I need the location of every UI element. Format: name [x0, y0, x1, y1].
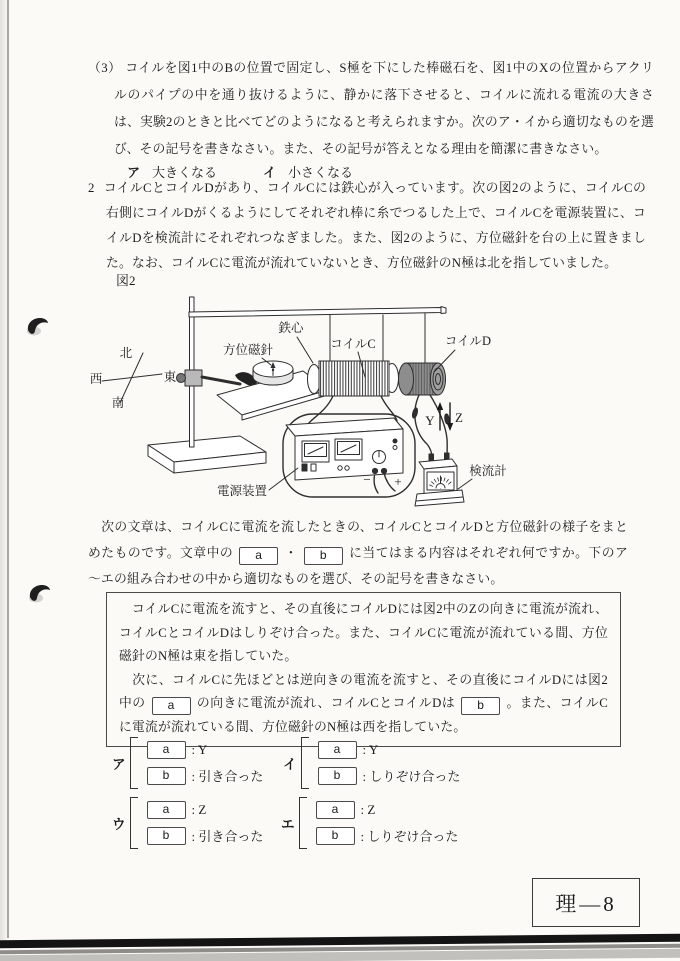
- power-supply-label: 電源装置: [216, 484, 268, 498]
- option-i: [283, 737, 460, 789]
- blank-box-b: b: [304, 547, 343, 565]
- option-i-value-b: : しりぞけ合った: [362, 769, 461, 784]
- option-e-label: エ: [281, 817, 295, 832]
- option-a-value-b: : 引き合った: [191, 769, 264, 784]
- choice-a-text: 大きくなる: [152, 165, 218, 180]
- option-i-label: イ: [283, 757, 297, 772]
- option-a-label: ア: [112, 757, 126, 772]
- page-number-box: [532, 878, 640, 927]
- compass-rose: [90, 346, 177, 410]
- option-i-box-b: b: [318, 767, 357, 785]
- question-2-intro: [88, 176, 646, 276]
- coil-d-leader-line: [434, 350, 455, 372]
- passage-blank-box-b: b: [461, 697, 500, 715]
- compass-east-label: 東: [163, 370, 177, 384]
- option-e-value-b: : しりぞけ合った: [360, 829, 459, 844]
- passage-p2-seg1: 次に、コイルCに先ほどとは逆向きの電流を流すと、その直後にコイルDには図2中の: [119, 672, 608, 710]
- compass-label: 方位磁針: [222, 343, 274, 357]
- iron-core-leader-line: [297, 337, 313, 363]
- figure-caption: 図2: [116, 273, 136, 288]
- option-a-value-a: : Y: [191, 742, 208, 757]
- option-u-bracket: [130, 797, 138, 849]
- galvanometer-leader-line: [458, 479, 472, 489]
- scan-bottom-edge: [0, 934, 680, 961]
- scan-left-shadow: [0, 0, 7, 940]
- option-e-row-a: [310, 801, 459, 819]
- question-3-number: （3）: [88, 61, 122, 75]
- galvanometer: [415, 453, 464, 506]
- option-i-row-a: [312, 741, 461, 759]
- option-u-box-a: a: [147, 801, 186, 819]
- option-e-bracket: [299, 797, 307, 849]
- option-u-row-a: [141, 801, 264, 819]
- option-u: [112, 797, 263, 849]
- hole-punch-mark-bottom: [28, 583, 54, 605]
- minus-terminal-label: −: [363, 472, 371, 487]
- boxed-passage: [106, 592, 621, 747]
- passage-blank-box-a: a: [152, 697, 191, 715]
- option-a: [112, 737, 263, 789]
- passage-p2-seg3: 。また、コイルCに電流が流れている間、方位磁針のN極は西を指していた。: [119, 696, 608, 734]
- option-a-box-b: b: [147, 767, 186, 785]
- compass-north-label: 北: [119, 346, 133, 360]
- question-2-number: 2: [88, 181, 95, 195]
- galvanometer-label: 検流計: [469, 464, 507, 478]
- plus-terminal-label: +: [394, 474, 402, 489]
- instruction-seg2: に当てはまる内容はそれぞれ何ですか。下のア～エの組み合わせの中から適切なものを選び、その記号を書きなさい。: [88, 546, 628, 586]
- arrow-y-label: Y: [425, 413, 435, 428]
- option-u-box-b: b: [147, 827, 186, 845]
- compass-west-label: 西: [90, 372, 103, 386]
- option-u-label: ウ: [112, 817, 126, 832]
- option-e-row-b: [310, 826, 459, 845]
- passage-paragraph-1: コイルCに電流を流すと、その直後にコイルDには図2中のZの向きに電流が流れ、コイルCとコイルDはしりぞけ合った。また、コイルCに電流が流れている間、方位磁針のN極は東を指していた。: [119, 602, 608, 663]
- clamp-and-platform: [177, 370, 329, 420]
- hole-punch-mark-top: [26, 316, 52, 338]
- iron-core-label: 鉄心: [278, 321, 304, 335]
- option-a-row-a: [141, 741, 264, 759]
- option-u-value-a: : Z: [191, 802, 207, 817]
- option-i-bracket: [301, 737, 309, 789]
- question-2-text: コイルCとコイルDがあり、コイルCには鉄心が入っています。次の図2のように、コイルCの右側にコイルDがくるようにしてそれぞれ棒に糸でつるした上で、コイルCを電源装置に、コイルDを検流計にそれぞれつなぎました。また、図2のように、方位磁針を台の上に置きました。なお、コイルCに電流が流れていないとき、方位磁針のN極は北を指していました。: [103, 181, 646, 270]
- coil-d: [399, 313, 446, 395]
- blank-box-a: a: [239, 547, 278, 565]
- option-e-box-a: a: [316, 801, 355, 819]
- option-e-box-b: b: [316, 827, 355, 845]
- option-i-row-b: [312, 766, 461, 785]
- option-e-value-a: : Z: [360, 802, 376, 817]
- figure-2-apparatus: [90, 291, 590, 519]
- coil-d-label: コイルD: [444, 334, 492, 348]
- page-number: 理—8: [555, 891, 617, 916]
- instruction-separator: ・: [284, 546, 298, 560]
- choice-i-label: イ: [263, 165, 277, 180]
- choice-a-label: ア: [127, 165, 141, 180]
- compass-south-label: 南: [111, 396, 125, 410]
- scan-left-line: [7, 0, 9, 938]
- question-3-text: コイルを図1中のBの位置で固定し、S極を下にした棒磁石を、図1中のXの位置からアクリルのパイプの中を通り抜けるように、静かに落下させると、コイルに流れる電流の大きさは、実験2のときと比べてどのようになると考えられますか。次のア・イから適切なものを選び、その記号を書きなさい。また、その記号が答えとなる理由を簡潔に書きなさい。: [114, 61, 655, 156]
- option-u-value-b: : 引き合った: [191, 829, 264, 844]
- option-a-bracket: [130, 737, 138, 789]
- option-a-row-b: [141, 766, 264, 785]
- arrow-z-label: Z: [455, 410, 463, 425]
- option-i-value-a: : Y: [362, 742, 379, 757]
- coil-c: [308, 315, 399, 396]
- option-e: [281, 797, 458, 849]
- passage-paragraph-2: [119, 669, 608, 740]
- instruction-seg1: 次の文章は、コイルCに電流を流したときの、コイルCとコイルDと方位磁針の様子をまとめたものです。文章中の: [88, 520, 628, 560]
- passage-p2-seg2: の向きに電流が流れ、コイルCとコイルDは: [196, 696, 456, 710]
- choice-i-text: 小さくなる: [288, 165, 354, 180]
- option-i-box-a: a: [318, 741, 357, 759]
- coil-c-label: コイルC: [330, 337, 376, 351]
- compass-device: [253, 361, 293, 385]
- option-a-box-a: a: [147, 741, 186, 759]
- option-u-row-b: [141, 826, 264, 845]
- question-3: [88, 55, 654, 163]
- fill-in-instruction: [88, 514, 628, 592]
